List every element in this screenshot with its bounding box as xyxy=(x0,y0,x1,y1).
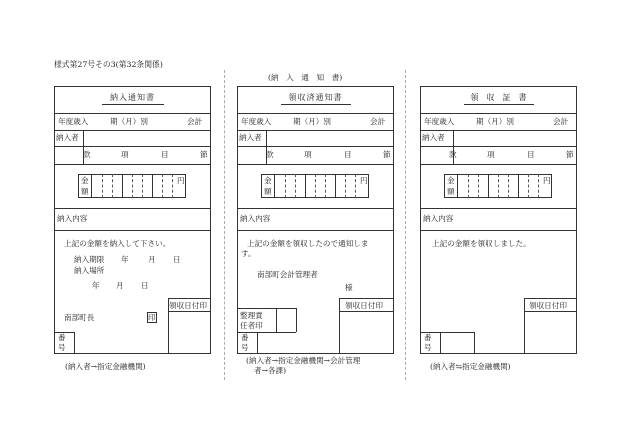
signer: 南部町長 xyxy=(64,313,95,322)
cut-line-1 xyxy=(224,70,225,380)
period-label: 期（月）別 xyxy=(293,117,331,126)
stamp-date-label: 領収日付印 xyxy=(529,301,567,310)
title-underline xyxy=(281,104,351,105)
payer-label: 納入者 xyxy=(56,133,79,142)
number-box-right xyxy=(474,332,475,354)
deadline-label: 納入期限 xyxy=(74,255,105,264)
digit-line xyxy=(122,174,123,198)
message-line-1: 上記の金額を領収したので通知しま xyxy=(247,239,369,248)
deadline-day: 日 xyxy=(173,255,181,264)
divider xyxy=(237,230,394,231)
form-title: 領 収 証 書 xyxy=(470,93,527,102)
digit-line xyxy=(325,174,326,198)
resp-line-1: 整理責 xyxy=(240,311,263,320)
number-box-side xyxy=(440,332,441,354)
resp-box-top xyxy=(237,308,296,309)
resp-line-2: 任者印 xyxy=(240,321,263,330)
divider xyxy=(420,146,577,147)
divider xyxy=(420,230,577,231)
digit-line xyxy=(478,174,479,198)
cut-line-2 xyxy=(405,70,406,380)
resp-box-right xyxy=(296,308,297,332)
kou-label: 項 xyxy=(304,150,312,159)
amount-kin: 金 xyxy=(81,176,89,185)
amount-separator xyxy=(457,174,458,198)
digit-line xyxy=(335,174,336,198)
digit-line xyxy=(305,174,306,198)
resp-box-mid xyxy=(276,308,277,332)
digit-line xyxy=(132,174,133,198)
kan-label: 款 xyxy=(449,150,457,159)
number-gou: 号 xyxy=(58,343,66,352)
place-label: 納入場所 xyxy=(74,266,105,275)
amount-gaku: 額 xyxy=(264,187,272,196)
divider xyxy=(420,164,577,165)
moku-label: 目 xyxy=(527,150,535,159)
digit-line xyxy=(295,174,296,198)
digit-line xyxy=(355,174,356,198)
number-gou: 号 xyxy=(424,343,432,352)
deadline-month: 月 xyxy=(148,255,156,264)
digit-line xyxy=(162,174,163,198)
content-label: 納入内容 xyxy=(423,214,454,223)
stamp-header-line xyxy=(524,311,577,312)
stamp-area-left xyxy=(524,298,525,354)
number-ban: 番 xyxy=(424,333,432,342)
stamp-header-line xyxy=(339,311,394,312)
divider xyxy=(54,230,211,231)
divider xyxy=(237,164,394,165)
amount-gaku: 額 xyxy=(447,187,455,196)
payer-separator xyxy=(83,130,84,146)
form-title: 納入通知書 xyxy=(110,93,155,102)
digit-line xyxy=(518,174,519,198)
payer-label: 納入者 xyxy=(239,133,262,142)
digit-line xyxy=(345,174,346,198)
content-label: 納入内容 xyxy=(240,214,271,223)
sama: 様 xyxy=(345,283,353,292)
divider xyxy=(237,130,394,131)
period-label: 期（月）別 xyxy=(476,117,514,126)
message-line-2: す。 xyxy=(241,249,256,258)
digit-line xyxy=(142,174,143,198)
content-label: 納入内容 xyxy=(57,214,88,223)
payer-separator xyxy=(266,130,267,146)
group-caption: (納 入 通 知 書) xyxy=(268,73,343,82)
divider xyxy=(420,130,577,131)
account-label: 会計 xyxy=(370,117,386,126)
setsu-label: 節 xyxy=(200,150,208,159)
digit-line xyxy=(102,174,103,198)
digit-line xyxy=(285,174,286,198)
digit-line xyxy=(172,174,173,198)
number-gou: 号 xyxy=(241,343,249,352)
stamp-date-label: 領収日付印 xyxy=(345,301,383,310)
amount-gaku: 額 xyxy=(81,187,89,196)
message: 上記の金額を納入して下さい。 xyxy=(64,239,171,248)
divider xyxy=(54,208,211,209)
number-ban: 番 xyxy=(58,333,66,342)
stamp-area-top xyxy=(168,298,211,299)
manager: 南部町会計管理者 xyxy=(257,270,318,279)
amount-separator xyxy=(91,174,92,198)
message: 上記の金額を領収しました。 xyxy=(432,239,531,248)
amount-kin: 金 xyxy=(447,176,455,185)
yen-label: 円 xyxy=(360,176,368,185)
title-underline xyxy=(464,104,534,105)
year-label: 年度歳入 xyxy=(241,117,272,126)
form-number: 様式第27号その3(第32条関係) xyxy=(54,60,163,69)
route-note-1: (納入者→指定金融機関) xyxy=(65,362,146,371)
title-underline xyxy=(102,104,164,105)
digit-line xyxy=(538,174,539,198)
divider xyxy=(420,113,577,114)
deadline-year: 年 xyxy=(121,255,129,264)
kan-label: 款 xyxy=(83,150,91,159)
account-label: 会計 xyxy=(187,117,203,126)
digit-line xyxy=(528,174,529,198)
seal-label: 印 xyxy=(148,313,156,322)
stamp-area-top xyxy=(339,298,394,299)
digit-line xyxy=(468,174,469,198)
digit-line xyxy=(112,174,113,198)
date-year: 年 xyxy=(92,281,100,290)
number-ban: 番 xyxy=(241,333,249,342)
yen-label: 円 xyxy=(177,176,185,185)
digit-line xyxy=(488,174,489,198)
year-label: 年度歳入 xyxy=(424,117,455,126)
divider xyxy=(54,113,211,114)
digit-line xyxy=(508,174,509,198)
divider xyxy=(237,146,394,147)
account-label: 会計 xyxy=(553,117,569,126)
divider xyxy=(54,130,211,131)
kan-label: 款 xyxy=(266,150,274,159)
digit-line xyxy=(315,174,316,198)
stamp-area-left xyxy=(339,298,340,354)
amount-separator xyxy=(274,174,275,198)
amount-kin: 金 xyxy=(264,176,272,185)
route-note-2-line-2: 者→各課) xyxy=(254,366,287,375)
form-ryoushuu-shousho xyxy=(420,86,577,354)
stamp-area-top xyxy=(524,298,577,299)
route-note-3: (納入者⇆指定金融機関) xyxy=(430,362,511,371)
payer-separator xyxy=(453,130,454,146)
kou-label: 項 xyxy=(121,150,129,159)
yen-label: 円 xyxy=(543,176,551,185)
date-day: 日 xyxy=(141,281,149,290)
number-box-side xyxy=(74,332,75,354)
stamp-header-line xyxy=(168,311,211,312)
date-month: 月 xyxy=(116,281,124,290)
divider xyxy=(237,113,394,114)
setsu-label: 節 xyxy=(566,150,574,159)
number-box-side xyxy=(257,332,258,354)
payer-label: 納入者 xyxy=(422,133,445,142)
moku-label: 目 xyxy=(344,150,352,159)
year-label: 年度歳入 xyxy=(58,117,89,126)
form-title: 領収済通知書 xyxy=(288,93,343,102)
divider xyxy=(54,164,211,165)
setsu-label: 節 xyxy=(383,150,391,159)
route-note-2-line-1: (納入者→指定金融機関→会計管理 xyxy=(246,356,361,365)
form-nyuuno-tsuuchisho xyxy=(54,86,211,354)
divider xyxy=(420,208,577,209)
form-ryoushuzumi-tsuuchisho xyxy=(237,86,394,354)
kou-label: 項 xyxy=(487,150,495,159)
digit-line xyxy=(152,174,153,198)
period-label: 期（月）別 xyxy=(110,117,148,126)
digit-line xyxy=(498,174,499,198)
divider xyxy=(237,208,394,209)
moku-label: 目 xyxy=(161,150,169,159)
divider xyxy=(54,146,211,147)
stamp-date-label: 領収日付印 xyxy=(169,301,207,310)
